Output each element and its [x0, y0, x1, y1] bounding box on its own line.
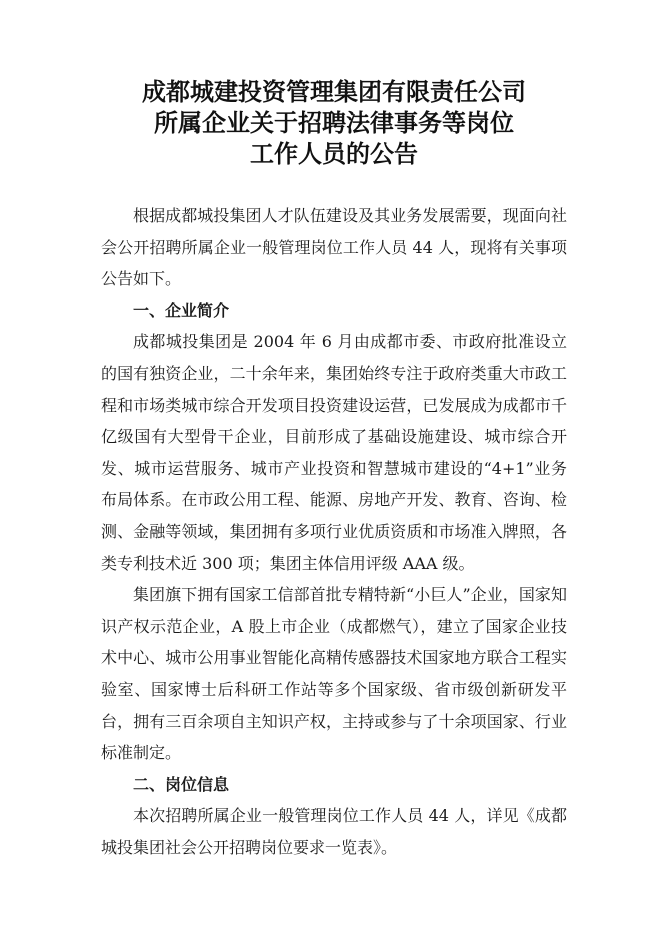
company-paragraph-2: 集团旗下拥有国家工信部首批专精特新“小巨人”企业，国家知识产权示范企业，A 股上市企业（成都燃气），建立了国家企业技术中心、城市公用事业智能化高精传感器技术国家地方联合工程实验室、国家博士后科研工作站等多个国家级、省市级创新研发平台，拥有三百余项自主知识产权，主持或参与了十余项国家、行业标准制定。 [101, 585, 567, 763]
section-heading-positions: 二、岗位信息 [133, 774, 230, 794]
intro-paragraph: 根据成都城投集团人才队伍建设及其业务发展需要，现面向社会公开招聘所属企业一般管理岗位工作人员 44 人，现将有关事项公告如下。 [101, 206, 567, 289]
positions-paragraph: 本次招聘所属企业一般管理岗位工作人员 44 人，详见《成都城投集团社会公开招聘岗位要求一览表》。 [101, 806, 567, 857]
document-title [0, 76, 668, 169]
document-body [101, 200, 567, 863]
title-line-1: 成都城建投资管理集团有限责任公司 [142, 77, 526, 106]
title-line-2: 所属企业关于招聘法律事务等岗位 [154, 108, 514, 137]
company-paragraph-1: 成都城投集团是 2004 年 6 月由成都市委、市政府批准设立的国有独资企业，二十余年来，集团始终专注于政府类重大市政工程和市场类城市综合开发项目投资建设运营，已发展成为成都市千亿级国有大型骨干企业，目前形成了基础设施建设、城市综合开发、城市运营服务、城市产业投资和智慧城市建设的“4+1”业务布局体系。在市政公用工程、能源、房地产开发、教育、咨询、检测、金融等领域，集团拥有多项行业优质资质和市场准入牌照，各类专利技术近 300 项；集团主体信用评级 AAA 级。 [101, 332, 567, 573]
title-line-3: 工作人员的公告 [250, 139, 418, 168]
section-heading-company: 一、企业简介 [133, 300, 230, 320]
